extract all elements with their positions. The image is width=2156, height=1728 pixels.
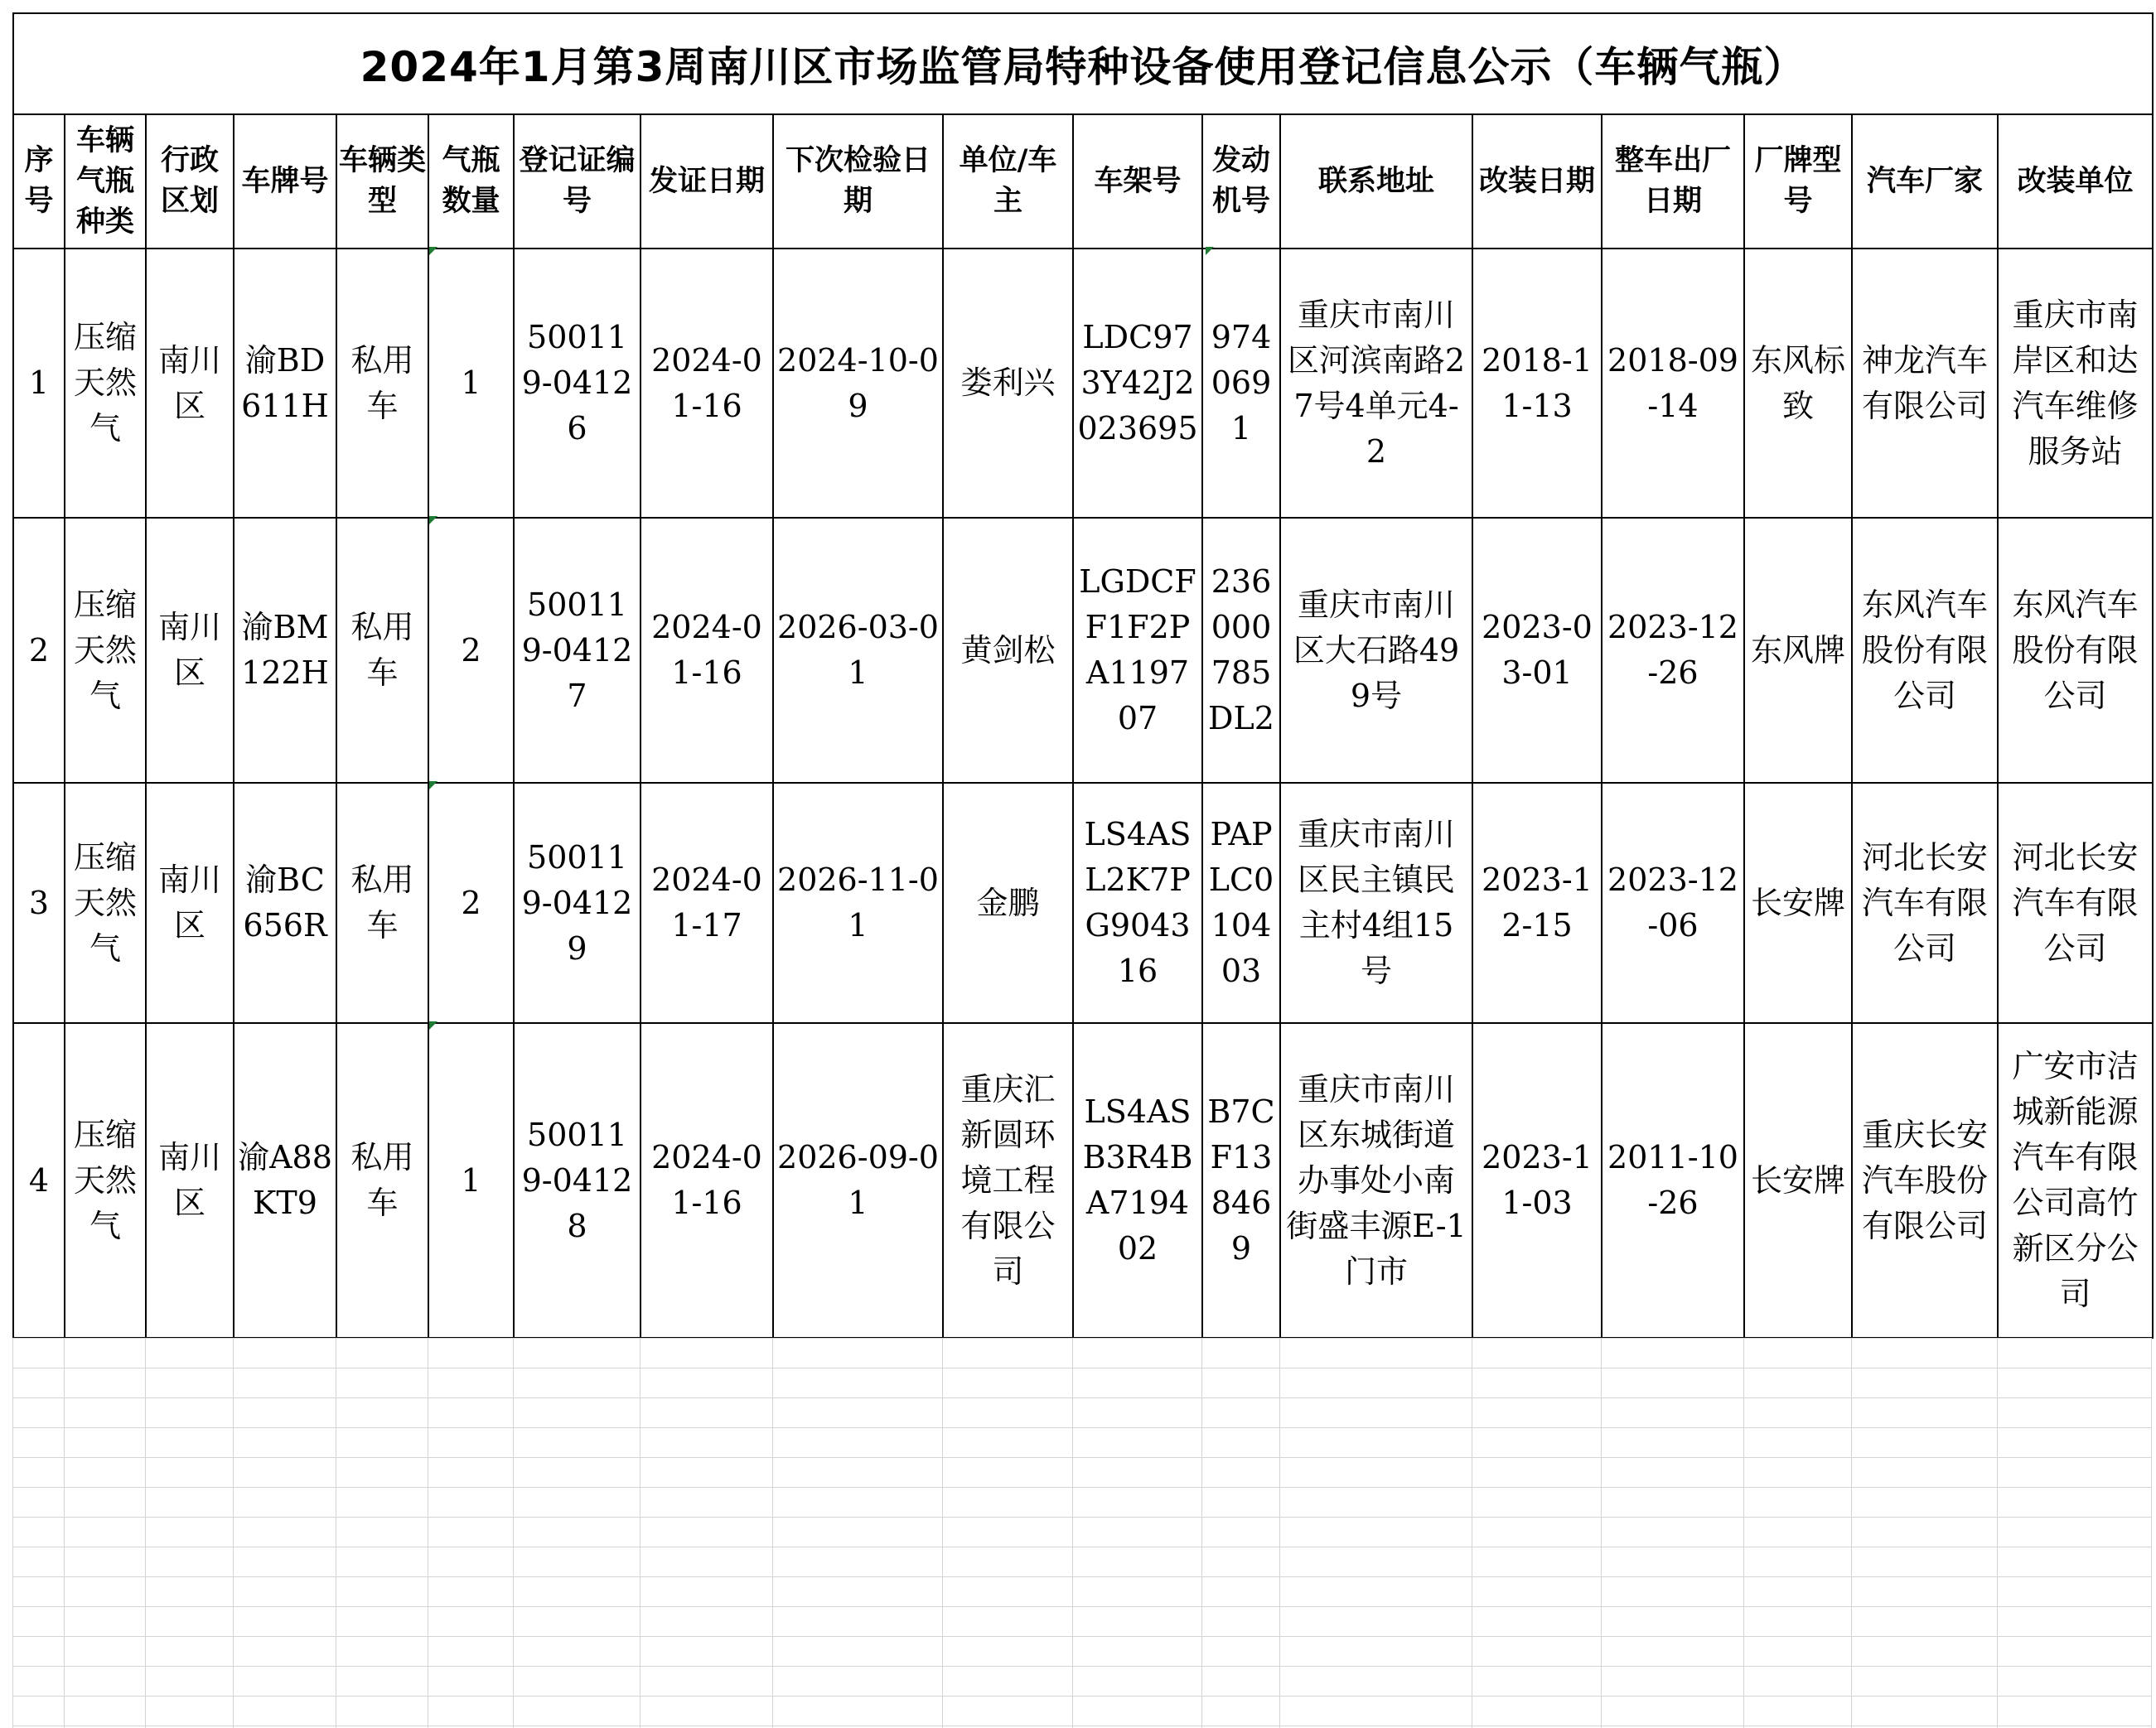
table-cell: 长安牌 [1744,1023,1852,1338]
header-cell: 改装日期 [1472,114,1602,249]
table-cell: 黄剑松 [943,518,1073,783]
table-cell: 2018-11-13 [1472,249,1602,518]
table-cell: 压缩天然气 [65,783,146,1023]
comment-indicator-icon [429,516,437,524]
table-cell: 南川区 [146,1023,234,1338]
grid-line [2151,1338,2152,1728]
table-cell: 私用车 [336,783,428,1023]
grid-line [1997,1338,1998,1728]
header-cell: 车辆气瓶种类 [65,114,146,249]
table-cell: B7CF138469 [1202,1023,1280,1338]
header-cell: 车架号 [1073,114,1202,249]
header-cell: 发动机号 [1202,114,1280,249]
grid-line [640,1338,641,1728]
table-cell: 2024-01-16 [641,1023,773,1338]
table-cell: 压缩天然气 [65,249,146,518]
table-cell: LS4ASB3R4BA719402 [1073,1023,1202,1338]
header-cell: 汽车厂家 [1852,114,1998,249]
table-cell: 私用车 [336,518,428,783]
table-cell: 500119-04129 [514,783,641,1023]
header-cell: 发证日期 [641,114,773,249]
table-cell: 南川区 [146,518,234,783]
table-cell: 2023-12-15 [1472,783,1602,1023]
table-cell: 4 [13,1023,65,1338]
table-cell: 南川区 [146,783,234,1023]
table-cell: 2023-12-06 [1602,783,1744,1023]
table-row [13,249,2153,518]
table-cell: 河北长安汽车有限公司 [1852,783,1998,1023]
grid-line [1072,1338,1073,1728]
table-cell: 东风汽车股份有限公司 [1852,518,1998,783]
grid-line [942,1338,943,1728]
table-cell: 2026-11-01 [773,783,943,1023]
table-cell: 渝A88KT9 [234,1023,336,1338]
header-row [13,114,2153,249]
table-cell: 2011-10-26 [1602,1023,1744,1338]
table-cell: 重庆市南岸区和达汽车维修服务站 [1998,249,2153,518]
table-cell: 重庆市南川区河滨南路27号4单元4-2 [1280,249,1472,518]
table-cell: 私用车 [336,1023,428,1338]
table-cell: 1 [13,249,65,518]
table-cell: 河北长安汽车有限公司 [1998,783,2153,1023]
header-cell: 登记证编号 [514,114,641,249]
table-cell: 9740691 [1202,249,1280,518]
table-row [13,518,2153,783]
table-cell: 娄利兴 [943,249,1073,518]
comment-indicator-icon [429,1021,437,1030]
table-cell: LS4ASL2K7PG904316 [1073,783,1202,1023]
table-cell: 重庆市南川区东城街道办事处小南街盛丰源E-1门市 [1280,1023,1472,1338]
table-cell: 重庆汇新圆环境工程有限公司 [943,1023,1073,1338]
table-cell: 1 [428,1023,514,1338]
header-cell: 下次检验日期 [773,114,943,249]
table-cell: 2023-11-03 [1472,1023,1602,1338]
table-cell: 500119-04126 [514,249,641,518]
grid-line [1851,1338,1852,1728]
table-cell: 2023-03-01 [1472,518,1602,783]
table-cell: 私用车 [336,249,428,518]
header-cell: 单位/车主 [943,114,1073,249]
table-row [13,1023,2153,1338]
table-cell: 2024-01-16 [641,249,773,518]
grid-line [1601,1338,1602,1728]
table-cell: 2024-10-09 [773,249,943,518]
table-cell: 2023-12-26 [1602,518,1744,783]
header-cell: 改装单位 [1998,114,2153,249]
header-cell: 行政区划 [146,114,234,249]
grid-line [233,1338,234,1728]
table-cell: LDC973Y42J2023695 [1073,249,1202,518]
table-cell: 东风牌 [1744,518,1852,783]
grid-line [1743,1338,1744,1728]
table-cell: LGDCFF1F2PA119707 [1073,518,1202,783]
table-cell: 500119-04127 [514,518,641,783]
table-cell: 渝BC656R [234,783,336,1023]
grid-line [145,1338,146,1728]
table-cell: 236000785DL2 [1202,518,1280,783]
table-cell: 广安市洁城新能源汽车有限公司高竹新区分公司 [1998,1023,2153,1338]
table-cell: 2 [428,783,514,1023]
table-row [13,783,2153,1023]
table-cell: 重庆市南川区大石路499号 [1280,518,1472,783]
comment-indicator-icon [1206,247,1214,255]
table-cell: 金鹏 [943,783,1073,1023]
table-cell: 东风标致 [1744,249,1852,518]
table-cell: 500119-04128 [514,1023,641,1338]
header-cell: 车辆类型 [336,114,428,249]
table-cell: 压缩天然气 [65,518,146,783]
header-cell: 厂牌型号 [1744,114,1852,249]
table-cell: 重庆长安汽车股份有限公司 [1852,1023,1998,1338]
header-cell: 车牌号 [234,114,336,249]
header-cell: 序号 [13,114,65,249]
table-cell: 2026-03-01 [773,518,943,783]
comment-indicator-icon [429,247,437,255]
table-cell: 神龙汽车有限公司 [1852,249,1998,518]
grid-line [1279,1338,1280,1728]
table-cell: PAPLC010403 [1202,783,1280,1023]
table-cell: 东风汽车股份有限公司 [1998,518,2153,783]
table-cell: 2024-01-17 [641,783,773,1023]
grid-line [1201,1338,1202,1728]
table-cell: 2 [428,518,514,783]
grid-line [64,1338,65,1728]
table-cell: 重庆市南川区民主镇民主村4组15号 [1280,783,1472,1023]
grid-line [513,1338,514,1728]
grid-line [772,1338,773,1728]
table-cell: 长安牌 [1744,783,1852,1023]
table-cell: 渝BD611H [234,249,336,518]
registration-table [12,12,2154,1339]
table-cell: 2026-09-01 [773,1023,943,1338]
comment-indicator-icon [429,781,437,789]
table-cell: 3 [13,783,65,1023]
table-cell: 2024-01-16 [641,518,773,783]
table-cell: 南川区 [146,249,234,518]
page-title: 2024年1月第3周南川区市场监管局特种设备使用登记信息公示（车辆气瓶） [13,13,2153,114]
header-cell: 气瓶数量 [428,114,514,249]
empty-grid-area [12,1338,2152,1728]
header-cell: 联系地址 [1280,114,1472,249]
table-cell: 2018-09-14 [1602,249,1744,518]
table-cell: 压缩天然气 [65,1023,146,1338]
header-cell: 整车出厂日期 [1602,114,1744,249]
table-cell: 2 [13,518,65,783]
table-cell: 1 [428,249,514,518]
table-cell: 渝BM122H [234,518,336,783]
